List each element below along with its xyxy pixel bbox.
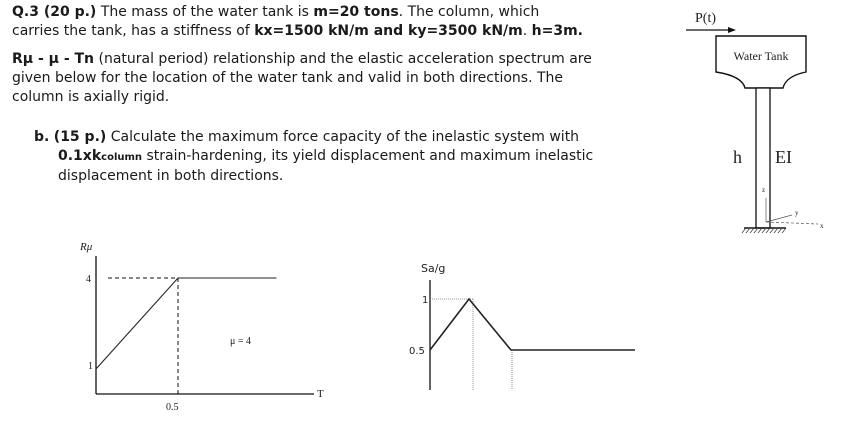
mass-value: m=20 tons bbox=[313, 4, 399, 20]
relationship-label: Rμ - μ - Tn bbox=[12, 51, 95, 67]
question-line-2: carries the tank, has a stiffness of kx=1500 kN/m and ky=3500 kN/m. h=3m. bbox=[12, 23, 584, 39]
stiffness-label: EI bbox=[775, 147, 792, 167]
question-line-3: Rμ - μ - Tn (natural period) relationship and the elastic acceleration spectrum are bbox=[12, 51, 592, 67]
part-b-text bbox=[34, 128, 644, 186]
column bbox=[756, 88, 770, 228]
hardening-subscript: column bbox=[101, 152, 143, 163]
part-b-label: b. bbox=[34, 129, 50, 145]
axis-y-label: y bbox=[795, 209, 799, 217]
rmu-ylabel: Rμ bbox=[80, 241, 93, 253]
spectrum-chart bbox=[395, 250, 635, 400]
height-value: h=3m. bbox=[531, 23, 584, 39]
part-b-line-2: 0.1xkcolumn strain-hardening, its yield displacement and maximum inelastic bbox=[58, 148, 594, 164]
rmu-xlabel: T bbox=[317, 388, 324, 400]
rmu-chart bbox=[70, 238, 330, 418]
spectrum-series-line bbox=[430, 299, 635, 350]
question-text bbox=[12, 3, 652, 107]
rmu-xtick-05: 0.5 bbox=[166, 402, 179, 413]
water-tank-figure bbox=[660, 0, 853, 240]
force-arrow-head bbox=[728, 27, 736, 33]
rmu-ytick-1: 1 bbox=[88, 361, 93, 372]
rmu-ytick-4: 4 bbox=[86, 274, 91, 285]
spectrum-ytick-05: 0.5 bbox=[409, 346, 425, 357]
part-b-points: (15 p.) bbox=[53, 129, 107, 145]
rmu-series-line bbox=[96, 278, 276, 369]
question-line-1: Q.3 (20 p.) The mass of the water tank is m=20 tons. The column, which bbox=[12, 4, 540, 20]
force-label: P(t) bbox=[695, 11, 716, 26]
axis-z-label: z bbox=[762, 186, 766, 194]
question-number: Q.3 (20 p.) bbox=[12, 4, 97, 20]
rmu-annotation: μ = 4 bbox=[230, 336, 252, 347]
axis-x-label: x bbox=[820, 222, 824, 230]
tank-label: Water Tank bbox=[733, 49, 789, 63]
spectrum-ylabel: Sa/g bbox=[421, 262, 446, 275]
question-line-4: given below for the location of the water tank and valid in both directions. The bbox=[12, 70, 564, 86]
axis-x-line bbox=[766, 222, 818, 224]
height-label: h bbox=[733, 147, 742, 167]
hardening-ratio: 0.1xk bbox=[58, 148, 102, 164]
part-b-line-3: displacement in both directions. bbox=[58, 168, 284, 184]
part-b-line-1: b. (15 p.) Calculate the maximum force capacity of the inelastic system with bbox=[34, 129, 580, 145]
stiffness-values: kx=1500 kN/m and ky=3500 kN/m bbox=[254, 23, 523, 39]
question-line-5: column is axially rigid. bbox=[12, 89, 170, 105]
spectrum-ytick-1: 1 bbox=[422, 295, 429, 306]
